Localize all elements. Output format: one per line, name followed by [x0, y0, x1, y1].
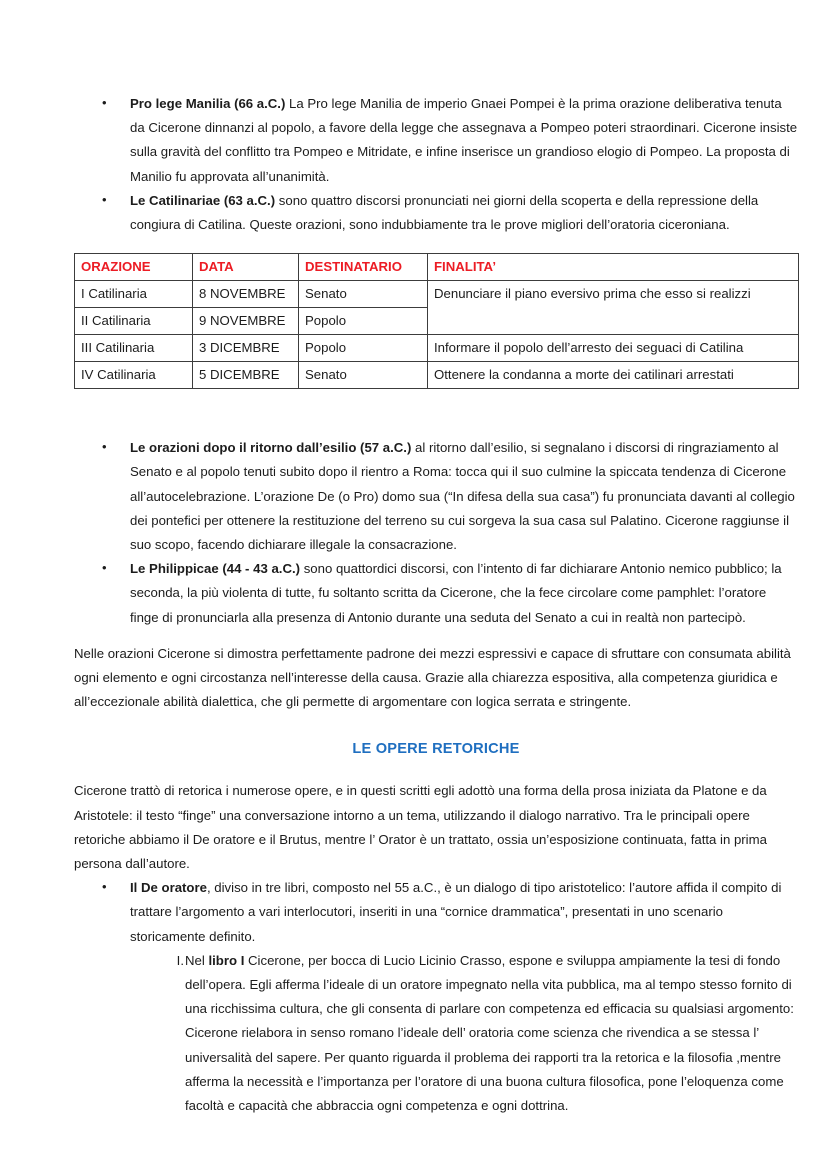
- table-row: [75, 281, 799, 308]
- bullet-body-text: , diviso in tre libri, composto nel 55 a.C., è un dialogo di tipo aristotelico: l’autore affida il compito di trattare l’argomento a vari interlocutori, inseriti in una “cornice drammatica”, presentati in uno scenario storicamente definito.: [130, 880, 782, 944]
- cell-data: 3 DICEMBRE: [193, 335, 299, 362]
- list-item: [74, 92, 798, 189]
- spacer: [74, 714, 798, 741]
- cell-destinatario: Senato: [299, 281, 428, 308]
- closing-paragraph: Nelle orazioni Cicerone si dimostra perfettamente padrone dei mezzi espressivi e capace di sfruttare con consumata abilità ogni elemento e ogni circostanza nell’interesse della causa. Grazie alla chiarezza espositiva, alla competenza giuridica e all’eccezionale abilità dialettica, che gli permette di argomentare con logica serrata e stringente.: [74, 645, 791, 710]
- cell-finalita: Ottenere la condanna a morte dei catilinari arrestati: [428, 362, 799, 389]
- list-item: [74, 189, 798, 237]
- cell-data: 8 NOVEMBRE: [193, 281, 299, 308]
- column-header-destinatario: DESTINATARIO: [299, 254, 428, 281]
- cell-destinatario: Popolo: [299, 308, 428, 335]
- cell-finalita: Informare il popolo dell’arresto dei seguaci di Catilina: [428, 335, 799, 362]
- bullet-body-text: al ritorno dall’esilio, si segnalano i discorsi di ringraziamento al Senato e al popolo tenuti subito dopo il rientro a Roma: tocca qui il suo culmine la spiccata tendenza di Cicerone all’autocelebrazione. L’orazione De (o Pro) domo sua (“In difesa della sua casa”) fu pronunciata davanti al collegio dei pontefici per ottenere la restituzione del terreno su cui sorgeva la sua casa sul Palatino. Cicerone raggiunse il suo scopo, facendo dichiarare illegale la consacrazione.: [130, 440, 795, 553]
- spacer: [74, 630, 798, 642]
- roman-item-body-text: Cicerone, per bocca di Lucio Licinio Crasso, espone e sviluppa ampiamente la tesi di fondo dell’opera. Egli afferma l’ideale di un oratore impegnato nella vita pubblica, ma al tempo stesso fornito di una ricchissima cultura, che gli consenta di parlare con competenza ed efficacia su qualsiasi argomento: Cicerone rielabora in senso romano l’ideale dell’ oratoria come scienza che rivendica a se stessa l’ universalità del sapere. Per quanto riguarda il problema dei rapporti tra la retorica e la filosofia ,mentre afferma la necessità e l’importanza per l’oratore di una buona cultura filosofica, pone l’eloquenza come facoltà e capacità che abbraccia ogni competenza e ogni dottrina.: [185, 952, 794, 1114]
- column-header-orazione: ORAZIONE: [75, 254, 193, 281]
- spacer: [74, 757, 798, 779]
- cell-data: 9 NOVEMBRE: [193, 308, 299, 335]
- list-item: [74, 876, 798, 949]
- cell-orazione: IV Catilinaria: [75, 362, 193, 389]
- bullet-lead-label: Il De oratore: [130, 880, 207, 896]
- retoriche-intro-paragraph: Cicerone trattò di retorica i numerose opere, e in questi scritti egli adottò una forma della prosa iniziata da Platone e da Aristotele: il testo “finge” una conversazione intorno a un tema, utilizzando il dialogo narrativo. Tra le principali opere retoriche abbiamo il De oratore e il Brutus, mentre l’ Orator è un trattato, ossia un’esposizione continuata, fatta in prima persona dall’autore.: [74, 783, 767, 872]
- bullet-lead-label: Le Philippicae (44 - 43 a.C.): [130, 561, 301, 577]
- table-row: [75, 362, 799, 389]
- section-heading: LE OPERE RETORICHE: [352, 741, 520, 758]
- list-item: [74, 436, 798, 557]
- bullet-lead-label: Le orazioni dopo il ritorno dall’esilio (57 a.C.): [130, 440, 412, 456]
- post-table-bullet-list: [74, 436, 798, 630]
- spacer: [74, 389, 798, 436]
- bullet-body-text: sono quattordici discorsi, con l’intento di far dichiarare Antonio nemico pubblico; la seconda, la più violenta di tutte, fu soltanto scritta da Cicerone, che la fece circolare come pamphlet: l’oratore finge di pronunciarla alla presenza di Antonio durante una seduta del Senato a cui in realtà non partecipò.: [130, 561, 782, 625]
- cell-data: 5 DICEMBRE: [193, 362, 299, 389]
- roman-numeral-list: [74, 949, 798, 1118]
- bullet-lead-label: Le Catilinariae (63 a.C.): [130, 192, 276, 208]
- cell-orazione: I Catilinaria: [75, 281, 193, 308]
- catilinarie-table: [74, 253, 799, 389]
- cell-orazione: III Catilinaria: [75, 335, 193, 362]
- table-header-row: [75, 254, 799, 281]
- roman-item-pre-text: Nel: [185, 952, 209, 968]
- table-row: [75, 335, 799, 362]
- column-header-data: DATA: [193, 254, 299, 281]
- cell-destinatario: Popolo: [299, 335, 428, 362]
- column-header-finalita: FINALITA’: [428, 254, 799, 281]
- roman-item-bold-label: libro I: [208, 952, 245, 968]
- catilinarie-table-wrapper: [74, 253, 798, 389]
- bullet-lead-label: Pro lege Manilia (66 a.C.): [130, 96, 286, 111]
- cell-orazione: II Catilinaria: [75, 308, 193, 335]
- roman-numeral-marker: I.: [176, 952, 184, 968]
- bullet-body-text: La Pro lege Manilia de imperio Gnaei Pompei è la prima orazione deliberativa tenuta da Cicerone dinnanzi al popolo, a favore della legge che assegnava a Pompeo poteri straordinari. Cicerone insiste sulla gravità del conflitto tra Pompeo e Mitridate, e infine inserisce un grandioso elogio di Pompeo. La proposta di Manilio fu approvata all’unanimità.: [130, 96, 798, 184]
- cell-finalita-merged: Denunciare il piano eversivo prima che esso si realizzi: [428, 281, 799, 335]
- list-item: [74, 949, 798, 1118]
- cell-destinatario: Senato: [299, 362, 428, 389]
- bullet-body-text: sono quattro discorsi pronunciati nei giorni della scoperta e della repressione della congiura di Catilina. Queste orazioni, sono indubbiamente tra le prove migliori dell’oratoria ciceroniana.: [130, 192, 759, 233]
- de-oratore-bullet-list: [74, 876, 798, 949]
- list-item: [74, 557, 798, 630]
- oration-bullet-list: [74, 92, 798, 237]
- document-content: [74, 92, 798, 1118]
